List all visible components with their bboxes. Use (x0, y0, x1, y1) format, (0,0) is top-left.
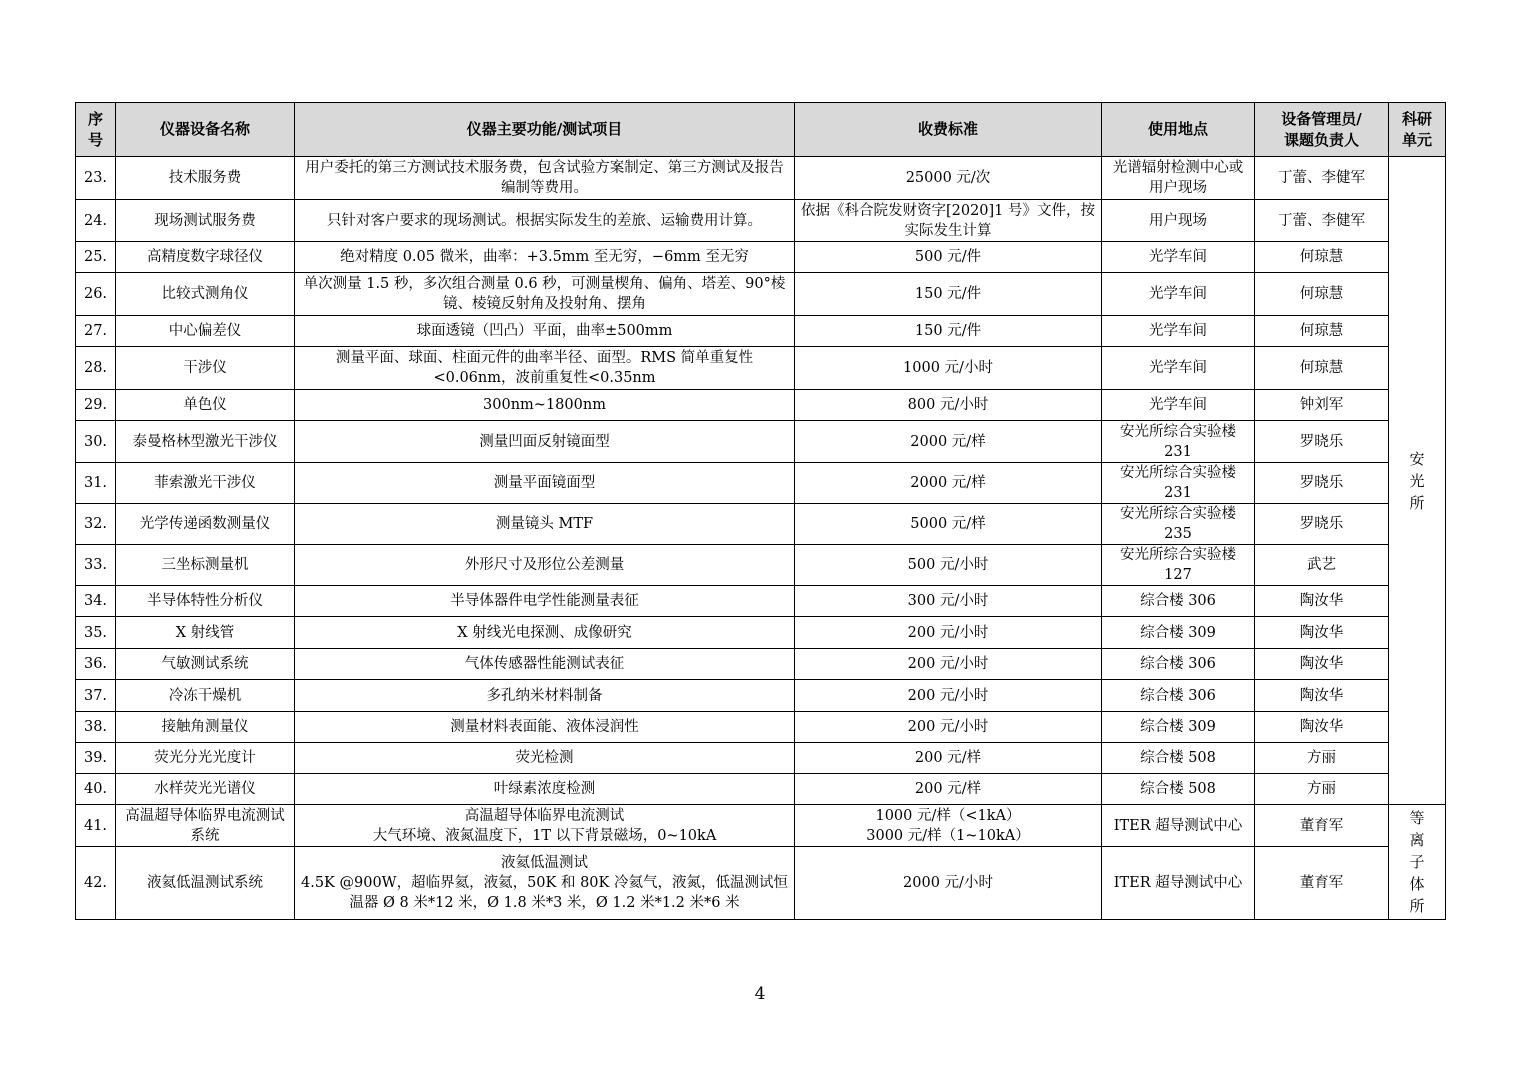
cell-manager: 陶汝华 (1255, 712, 1389, 743)
cell-manager: 武艺 (1255, 545, 1389, 586)
cell-equipment-name: 泰曼格林型激光干涉仪 (116, 421, 295, 463)
cell-fee: 200 元/小时 (795, 617, 1102, 649)
cell-fee: 200 元/样 (795, 774, 1102, 805)
cell-fee: 800 元/小时 (795, 390, 1102, 421)
table-row (76, 273, 1446, 316)
cell-equipment-name: 冷冻干燥机 (116, 680, 295, 712)
cell-location: ITER 超导测试中心 (1102, 805, 1255, 847)
cell-index: 35. (76, 617, 116, 649)
cell-manager: 何琼慧 (1255, 316, 1389, 347)
cell-location: 光学车间 (1102, 273, 1255, 316)
cell-manager: 方丽 (1255, 743, 1389, 774)
cell-index: 28. (76, 347, 116, 390)
cell-index: 42. (76, 847, 116, 920)
cell-equipment-name: 单色仪 (116, 390, 295, 421)
cell-research-unit (1389, 157, 1446, 805)
cell-function: 外形尺寸及形位公差测量 (295, 545, 795, 586)
cell-function: 绝对精度 0.05 微米，曲率：+3.5mm 至无穷，−6mm 至无穷 (295, 242, 795, 273)
cell-function: 气体传感器性能测试表征 (295, 649, 795, 680)
cell-location: 用户现场 (1102, 200, 1255, 242)
cell-fee: 200 元/样 (795, 743, 1102, 774)
cell-function: 叶绿素浓度检测 (295, 774, 795, 805)
cell-function: 测量凹面反射镜面型 (295, 421, 795, 463)
cell-location: 安光所综合实验楼 127 (1102, 545, 1255, 586)
cell-equipment-name: 光学传递函数测量仪 (116, 504, 295, 545)
cell-index: 27. (76, 316, 116, 347)
cell-location: 综合楼 306 (1102, 586, 1255, 617)
header-unit: 科研 单元 (1389, 103, 1446, 157)
cell-location: 光学车间 (1102, 242, 1255, 273)
cell-manager: 丁蕾、李健军 (1255, 157, 1389, 200)
cell-index: 38. (76, 712, 116, 743)
cell-location: 光谱辐射检测中心或用户现场 (1102, 157, 1255, 200)
cell-manager: 董育军 (1255, 805, 1389, 847)
cell-fee: 150 元/件 (795, 273, 1102, 316)
cell-location: 安光所综合实验楼 231 (1102, 463, 1255, 504)
cell-location: 综合楼 309 (1102, 712, 1255, 743)
cell-function: X 射线光电探测、成像研究 (295, 617, 795, 649)
cell-equipment-name: 高精度数字球径仪 (116, 242, 295, 273)
table-row (76, 242, 1446, 273)
table-row (76, 649, 1446, 680)
cell-equipment-name: 三坐标测量机 (116, 545, 295, 586)
table-row (76, 617, 1446, 649)
cell-equipment-name: X 射线管 (116, 617, 295, 649)
table-row (76, 805, 1446, 847)
table-row (76, 847, 1446, 920)
cell-manager: 董育军 (1255, 847, 1389, 920)
header-function: 仪器主要功能/测试项目 (295, 103, 795, 157)
cell-function: 半导体器件电学性能测量表征 (295, 586, 795, 617)
cell-equipment-name: 中心偏差仪 (116, 316, 295, 347)
cell-equipment-name: 液氦低温测试系统 (116, 847, 295, 920)
cell-equipment-name: 菲索激光干涉仪 (116, 463, 295, 504)
equipment-fee-table (75, 102, 1446, 920)
cell-fee: 200 元/小时 (795, 712, 1102, 743)
cell-equipment-name: 半导体特性分析仪 (116, 586, 295, 617)
header-manager: 设备管理员/ 课题负责人 (1255, 103, 1389, 157)
cell-location: 综合楼 508 (1102, 743, 1255, 774)
cell-manager: 陶汝华 (1255, 617, 1389, 649)
cell-fee: 150 元/件 (795, 316, 1102, 347)
cell-location: 综合楼 508 (1102, 774, 1255, 805)
cell-function: 测量镜头 MTF (295, 504, 795, 545)
cell-function: 荧光检测 (295, 743, 795, 774)
cell-manager: 陶汝华 (1255, 586, 1389, 617)
cell-index: 23. (76, 157, 116, 200)
table-row (76, 157, 1446, 200)
cell-equipment-name: 荧光分光光度计 (116, 743, 295, 774)
cell-location: 安光所综合实验楼 235 (1102, 504, 1255, 545)
cell-location: 光学车间 (1102, 390, 1255, 421)
cell-fee: 25000 元/次 (795, 157, 1102, 200)
cell-manager: 钟刘军 (1255, 390, 1389, 421)
cell-index: 31. (76, 463, 116, 504)
table-row (76, 421, 1446, 463)
cell-function: 测量平面镜面型 (295, 463, 795, 504)
table-row (76, 504, 1446, 545)
cell-index: 29. (76, 390, 116, 421)
cell-location: 光学车间 (1102, 347, 1255, 390)
table-row (76, 390, 1446, 421)
header-fee: 收费标准 (795, 103, 1102, 157)
cell-equipment-name: 高温超导体临界电流测试系统 (116, 805, 295, 847)
cell-equipment-name: 水样荧光光谱仪 (116, 774, 295, 805)
table-row (76, 743, 1446, 774)
cell-equipment-name: 技术服务费 (116, 157, 295, 200)
table-row (76, 347, 1446, 390)
research-unit-label: 安光所 (1409, 449, 1425, 512)
cell-fee: 200 元/小时 (795, 680, 1102, 712)
cell-fee: 500 元/件 (795, 242, 1102, 273)
cell-location: ITER 超导测试中心 (1102, 847, 1255, 920)
cell-research-unit (1389, 805, 1446, 920)
cell-fee: 1000 元/样（<1kA） 3000 元/样（1~10kA） (795, 805, 1102, 847)
cell-function: 单次测量 1.5 秒，多次组合测量 0.6 秒，可测量楔角、偏角、塔差、90°棱镜、棱镜反射角及投射角、摆角 (295, 273, 795, 316)
table-header-row (76, 103, 1446, 157)
table-row (76, 463, 1446, 504)
cell-index: 33. (76, 545, 116, 586)
header-index: 序 号 (76, 103, 116, 157)
cell-manager: 丁蕾、李健军 (1255, 200, 1389, 242)
cell-index: 25. (76, 242, 116, 273)
cell-fee: 2000 元/样 (795, 463, 1102, 504)
research-unit-label: 等离子体所 (1409, 809, 1425, 915)
cell-function: 多孔纳米材料制备 (295, 680, 795, 712)
cell-index: 39. (76, 743, 116, 774)
cell-fee: 1000 元/小时 (795, 347, 1102, 390)
header-location: 使用地点 (1102, 103, 1255, 157)
cell-fee: 2000 元/小时 (795, 847, 1102, 920)
cell-manager: 何琼慧 (1255, 273, 1389, 316)
cell-index: 34. (76, 586, 116, 617)
table-row (76, 774, 1446, 805)
cell-index: 30. (76, 421, 116, 463)
cell-function: 高温超导体临界电流测试 大气环境、液氮温度下，1T 以下背景磁场，0~10kA (295, 805, 795, 847)
table-row (76, 316, 1446, 347)
cell-equipment-name: 接触角测量仪 (116, 712, 295, 743)
header-equipment-name: 仪器设备名称 (116, 103, 295, 157)
cell-fee: 5000 元/样 (795, 504, 1102, 545)
cell-location: 安光所综合实验楼 231 (1102, 421, 1255, 463)
cell-function: 液氦低温测试 4.5K @900W，超临界氦，液氦，50K 和 80K 冷氦气，液氮，低温测试恒温器 Ø 8 米*12 米，Ø 1.8 米*3 米，Ø 1.2 米*1.2 米*6 米 (295, 847, 795, 920)
cell-manager: 罗晓乐 (1255, 421, 1389, 463)
cell-fee: 依据《科合院发财资字[2020]1 号》文件，按实际发生计算 (795, 200, 1102, 242)
table-row (76, 712, 1446, 743)
cell-manager: 罗晓乐 (1255, 504, 1389, 545)
cell-fee: 500 元/小时 (795, 545, 1102, 586)
cell-equipment-name: 干涉仪 (116, 347, 295, 390)
cell-location: 综合楼 306 (1102, 649, 1255, 680)
cell-manager: 陶汝华 (1255, 649, 1389, 680)
cell-location: 综合楼 309 (1102, 617, 1255, 649)
cell-manager: 罗晓乐 (1255, 463, 1389, 504)
cell-index: 40. (76, 774, 116, 805)
cell-fee: 200 元/小时 (795, 649, 1102, 680)
cell-fee: 300 元/小时 (795, 586, 1102, 617)
cell-index: 26. (76, 273, 116, 316)
table-row (76, 680, 1446, 712)
cell-fee: 2000 元/样 (795, 421, 1102, 463)
table-row (76, 200, 1446, 242)
table-row (76, 545, 1446, 586)
cell-index: 24. (76, 200, 116, 242)
page-number: 4 (754, 984, 766, 1004)
cell-function: 300nm~1800nm (295, 390, 795, 421)
cell-index: 36. (76, 649, 116, 680)
cell-manager: 方丽 (1255, 774, 1389, 805)
cell-index: 41. (76, 805, 116, 847)
cell-location: 光学车间 (1102, 316, 1255, 347)
cell-function: 测量平面、球面、柱面元件的曲率半径、面型。RMS 简单重复性<0.06nm，波前重复性<0.35nm (295, 347, 795, 390)
cell-function: 球面透镜（凹凸）平面，曲率±500mm (295, 316, 795, 347)
cell-equipment-name: 现场测试服务费 (116, 200, 295, 242)
cell-index: 32. (76, 504, 116, 545)
table-row (76, 586, 1446, 617)
cell-equipment-name: 气敏测试系统 (116, 649, 295, 680)
cell-function: 用户委托的第三方测试技术服务费，包含试验方案制定、第三方测试及报告编制等费用。 (295, 157, 795, 200)
cell-function: 测量材料表面能、液体浸润性 (295, 712, 795, 743)
cell-function: 只针对客户要求的现场测试。根据实际发生的差旅、运输费用计算。 (295, 200, 795, 242)
cell-manager: 何琼慧 (1255, 242, 1389, 273)
cell-manager: 何琼慧 (1255, 347, 1389, 390)
cell-location: 综合楼 306 (1102, 680, 1255, 712)
cell-manager: 陶汝华 (1255, 680, 1389, 712)
cell-index: 37. (76, 680, 116, 712)
cell-equipment-name: 比较式测角仪 (116, 273, 295, 316)
